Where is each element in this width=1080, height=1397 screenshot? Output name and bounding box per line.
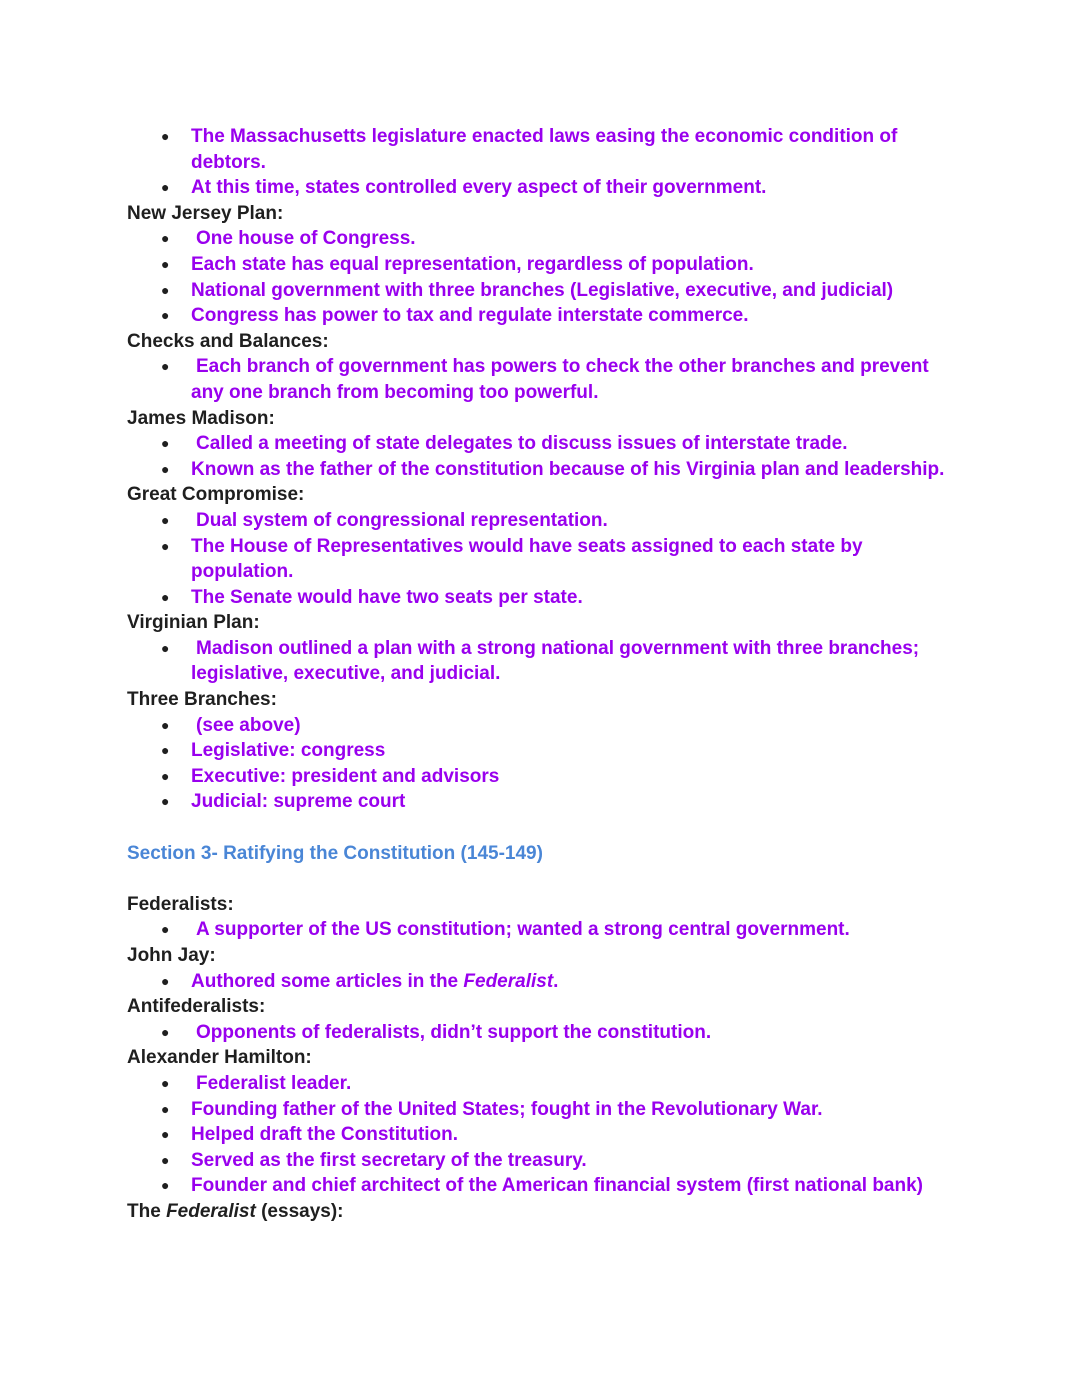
list-item: ● Opponents of federalists, didn’t support the constitution. <box>191 1020 960 1046</box>
bullet-icon: ● <box>161 767 170 784</box>
bullet-icon: ● <box>161 1126 170 1143</box>
bullet-icon: ● <box>161 1151 170 1168</box>
federalists-list <box>0 917 1080 943</box>
bullet-icon: ● <box>161 358 170 375</box>
list-item: ● At this time, states controlled every aspect of their government. <box>191 175 960 201</box>
list-item: ● Each state has equal representation, regardless of population. <box>191 252 960 278</box>
list-item: ● The Massachusetts legislature enacted laws easing the economic condition of debtors. <box>161 126 898 173</box>
heading-great-compromise: Great Compromise: <box>127 484 305 506</box>
list-item: ● Dual system of congressional representation. <box>191 508 960 534</box>
heading-alexander-hamilton: Alexander Hamilton: <box>127 1047 312 1069</box>
heading-john-jay: John Jay: <box>127 945 216 966</box>
list-item: ● One house of Congress. <box>191 226 960 252</box>
list-item: ● Known as the father of the constitution because of his Virginia plan and leadership. <box>191 457 960 483</box>
list-item: ● Founding father of the United States; fought in the Revolutionary War. <box>191 1097 960 1123</box>
three-branches-list <box>0 713 1080 815</box>
document-page <box>0 124 1080 1225</box>
bullet-icon: ● <box>161 716 170 733</box>
virginian-plan-list <box>0 636 1080 687</box>
heading-federalists: Federalists: <box>127 893 234 915</box>
checks-and-balances-list <box>0 354 1080 405</box>
list-item: ● Executive: president and advisors <box>191 764 960 790</box>
bullet-icon: ● <box>161 128 170 144</box>
bullet-icon: ● <box>161 972 170 989</box>
bullet-icon: ● <box>161 1100 170 1117</box>
bullet-icon: ● <box>161 588 170 605</box>
bullet-icon: ● <box>161 1074 170 1091</box>
list-item: ● Madison outlined a plan with a strong national government with three branches; legislative, executive, and judicial. <box>161 637 920 685</box>
list-item: ● National government with three branches (Legislative, executive, and judicial) <box>191 278 960 304</box>
intro-list <box>0 124 1080 201</box>
list-item: ● The House of Representatives would have seats assigned to each state by population. <box>161 535 863 583</box>
great-compromise-list <box>0 508 1080 610</box>
new-jersey-plan-list <box>0 226 1080 328</box>
heading-virginian-plan: Virginian Plan: <box>127 612 260 634</box>
list-item: ● Federalist leader. <box>191 1071 960 1097</box>
bullet-icon: ● <box>161 1023 170 1040</box>
list-item: ● Legislative: congress <box>191 738 960 764</box>
john-jay-item-text: Authored some articles in the Federalist. <box>191 970 559 992</box>
heading-antifederalists: Antifederalists: <box>127 996 266 1018</box>
bullet-icon: ● <box>161 255 170 272</box>
heading-the-federalist-essays: The Federalist (essays): <box>127 1200 344 1222</box>
heading-james-madison: James Madison: <box>127 407 275 429</box>
heading-new-jersey-plan: New Jersey Plan: <box>127 202 284 224</box>
list-item <box>161 969 960 995</box>
bullet-icon: ● <box>161 281 170 298</box>
alexander-hamilton-list <box>0 1071 1080 1199</box>
list-item: ● Each branch of government has powers to check the other branches and prevent any one branch from becoming too powerful. <box>161 356 929 403</box>
bullet-icon: ● <box>161 435 170 452</box>
list-item: ● Called a meeting of state delegates to discuss issues of interstate trade. <box>191 431 960 457</box>
list-item: ● Served as the first secretary of the treasury. <box>191 1148 960 1174</box>
list-item: ● Helped draft the Constitution. <box>191 1122 960 1148</box>
james-madison-list <box>0 431 1080 482</box>
list-item: ● Judicial: supreme court <box>191 789 960 815</box>
bullet-icon: ● <box>161 793 170 810</box>
bullet-icon: ● <box>161 921 170 938</box>
bullet-icon: ● <box>161 639 170 656</box>
bullet-icon: ● <box>161 230 170 247</box>
section-3-title: Section 3- Ratifying the Constitution (145-149) <box>127 842 543 864</box>
bullet-icon: ● <box>161 742 170 759</box>
heading-checks-and-balances: Checks and Balances: <box>127 330 329 352</box>
list-item: ● The Senate would have two seats per state. <box>191 585 960 611</box>
bullet-icon: ● <box>161 537 170 554</box>
list-item: ● A supporter of the US constitution; wanted a strong central government. <box>191 917 960 943</box>
list-item: ● Founder and chief architect of the American financial system (first national bank) <box>191 1173 960 1199</box>
bullet-icon: ● <box>161 179 170 196</box>
heading-three-branches: Three Branches: <box>127 689 277 711</box>
bullet-icon: ● <box>161 511 170 528</box>
antifederalists-list <box>0 1020 1080 1046</box>
bullet-icon: ● <box>161 460 170 477</box>
bullet-icon: ● <box>161 1177 170 1194</box>
bullet-icon: ● <box>161 307 170 324</box>
john-jay-list <box>0 969 1080 995</box>
list-item: ● Congress has power to tax and regulate interstate commerce. <box>191 303 960 329</box>
list-item: ● (see above) <box>191 713 960 739</box>
